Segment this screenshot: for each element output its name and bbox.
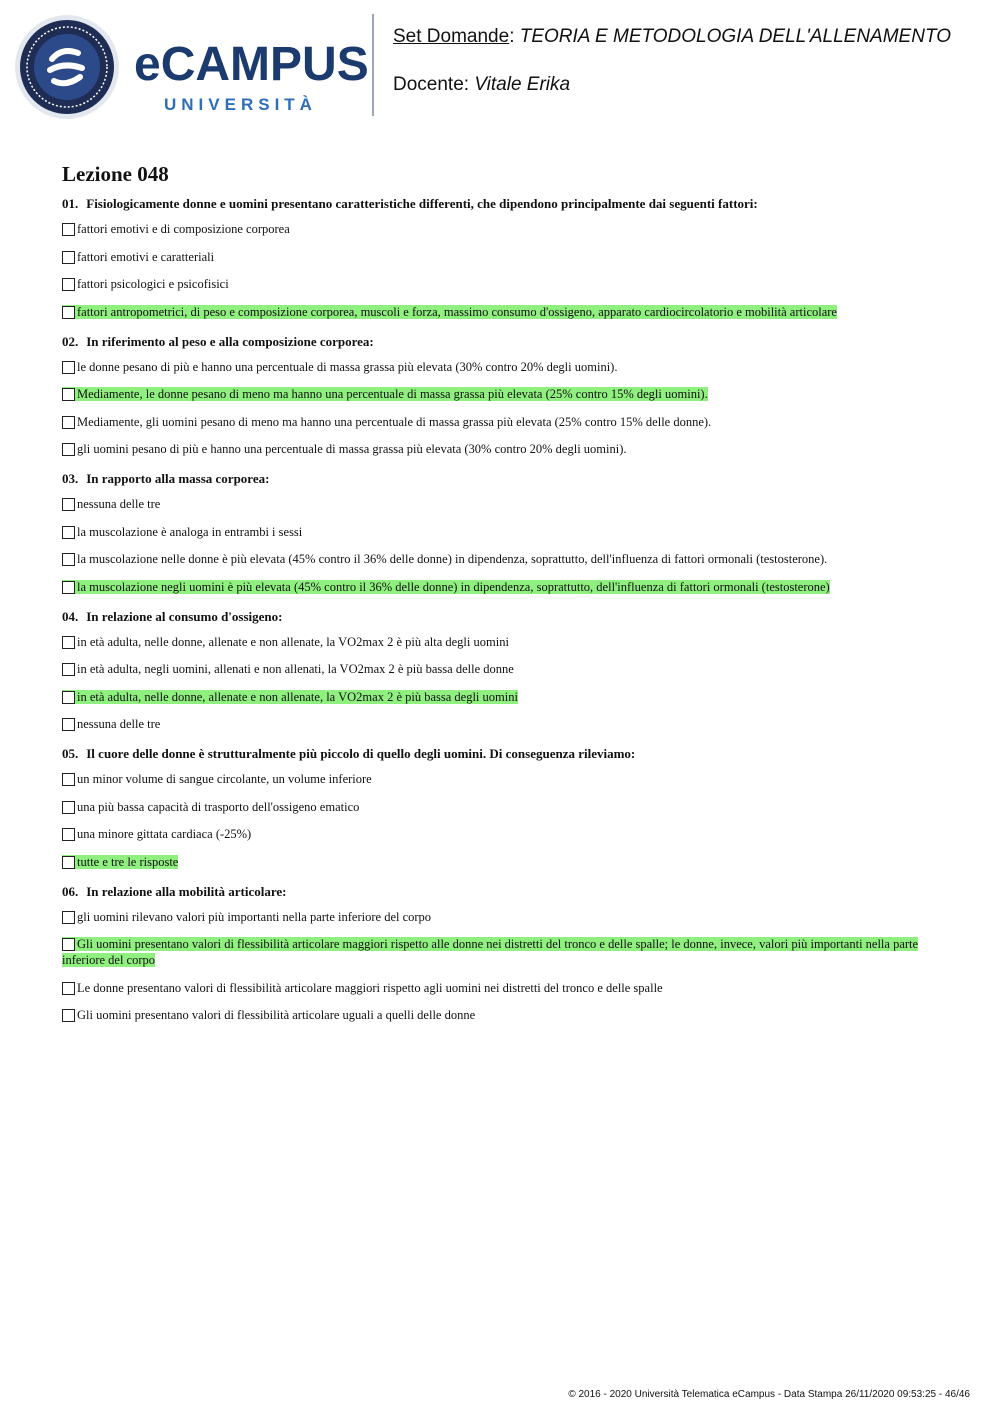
answer-option <box>62 661 942 677</box>
answer-checkbox[interactable] <box>62 553 75 566</box>
answer-option-correct <box>62 304 942 320</box>
question-block <box>62 746 942 870</box>
highlighted-answer <box>62 690 518 704</box>
answer-content <box>62 222 290 236</box>
answer-checkbox[interactable] <box>62 223 75 236</box>
answer-text: Mediamente, le donne pesano di meno ma hanno una percentuale di massa grassa più elevata (25% contro 15% degli uomini). <box>77 387 708 401</box>
answer-checkbox[interactable] <box>62 718 75 731</box>
answer-text: in età adulta, negli uomini, allenati e non allenati, la VO2max 2 è più bassa delle donne <box>77 662 514 676</box>
answer-option-correct <box>62 386 942 402</box>
answer-text: la muscolazione nelle donne è più elevata (45% contro il 36% delle donne) in dipendenza, soprattutto, dell'influenza di fattori ormonali (testosterone). <box>77 552 828 566</box>
answer-option <box>62 414 942 430</box>
answer-text: fattori emotivi e di composizione corporea <box>77 222 290 236</box>
highlighted-answer <box>62 305 837 319</box>
answer-checkbox[interactable] <box>62 581 75 594</box>
answer-checkbox[interactable] <box>62 416 75 429</box>
answer-content <box>62 827 251 841</box>
page-header <box>0 0 1000 130</box>
answer-text: Mediamente, gli uomini pesano di meno ma hanno una percentuale di massa grassa più elevata (25% contro 15% delle donne). <box>77 414 712 429</box>
question-number: 05. <box>62 746 79 761</box>
answer-checkbox[interactable] <box>62 938 75 951</box>
set-domande-value: TEORIA E METODOLOGIA DELL'ALLENAMENTO <box>519 26 951 47</box>
answer-checkbox[interactable] <box>62 443 75 456</box>
answer-option <box>62 496 942 512</box>
answer-content <box>62 717 160 731</box>
answer-checkbox[interactable] <box>62 982 75 995</box>
set-domande-line: Set Domande: TEORIA E METODOLOGIA DELL'ALLENAMENTO <box>393 26 951 47</box>
highlighted-answer <box>62 937 918 967</box>
answer-text: nessuna delle tre <box>77 717 161 731</box>
answer-content <box>62 525 302 539</box>
answer-text: una minore gittata cardiaca (-25%) <box>77 827 252 841</box>
answer-content <box>62 1008 475 1022</box>
question-text <box>62 609 942 625</box>
ecampus-logo <box>14 14 374 120</box>
answer-option <box>62 909 942 925</box>
answer-content <box>62 442 627 456</box>
question-number: 06. <box>62 883 79 899</box>
question-text <box>62 884 942 900</box>
answer-text: nessuna delle tre <box>77 497 161 511</box>
answer-content <box>62 360 617 374</box>
answer-text: Gli uomini presentano valori di flessibilità articolare uguali a quelli delle donne <box>77 1008 476 1022</box>
answer-checkbox[interactable] <box>62 801 75 814</box>
answer-text: fattori emotivi e caratteriali <box>77 249 215 264</box>
question-text <box>62 334 942 350</box>
answer-checkbox[interactable] <box>62 526 75 539</box>
answer-option <box>62 524 942 540</box>
docente-line <box>393 74 570 96</box>
answer-option <box>62 634 942 650</box>
answer-content <box>62 635 509 649</box>
answer-option <box>62 359 942 375</box>
question-label: Fisiologicamente donne e uomini presentano caratteristiche differenti, che dipendono principalmente dai seguenti fattori: <box>86 196 758 211</box>
answer-checkbox[interactable] <box>62 278 75 291</box>
answer-checkbox[interactable] <box>62 306 75 319</box>
question-label: In relazione alla mobilità articolare: <box>86 883 287 899</box>
answer-text: un minor volume di sangue circolante, un volume inferiore <box>77 772 372 786</box>
question-block <box>62 471 942 595</box>
answer-checkbox[interactable] <box>62 856 75 869</box>
answer-content <box>62 800 359 814</box>
highlighted-answer <box>62 387 708 401</box>
answer-checkbox[interactable] <box>62 388 75 401</box>
lesson-title: Lezione 048 <box>62 162 169 186</box>
answer-text: fattori psicologici e psicofisici <box>77 277 229 291</box>
page-footer: © 2016 - 2020 Università Telematica eCampus - Data Stampa 26/11/2020 09:53:25 - 46/46 <box>568 1389 970 1400</box>
docente-label: Docente: <box>393 74 470 95</box>
question-number: 04. <box>62 608 79 624</box>
answer-content <box>62 981 663 995</box>
set-domande-label: Set Domande <box>393 26 510 47</box>
answer-option-correct <box>62 854 942 870</box>
answer-checkbox[interactable] <box>62 663 75 676</box>
answer-text: Le donne presentano valori di flessibilità articolare maggiori rispetto agli uomini nei distretti del tronco e delle spalle <box>77 980 663 995</box>
question-number: 02. <box>62 333 79 349</box>
answer-text: Gli uomini presentano valori di flessibilità articolare maggiori rispetto alle donne nei distretti del tronco e delle spalle; le donne, invece, valori più importanti nella parte inferiore del corpo <box>62 937 919 967</box>
highlighted-answer <box>62 855 178 869</box>
question-text <box>62 196 942 212</box>
answer-option <box>62 771 942 787</box>
answer-checkbox[interactable] <box>62 828 75 841</box>
answer-option <box>62 826 942 842</box>
answer-text: fattori antropometrici, di peso e composizione corporea, muscoli e forza, massimo consumo d'ossigeno, apparato cardiocircolatorio e mobilità articolare <box>77 304 837 319</box>
question-label: In riferimento al peso e alla composizione corporea: <box>86 333 374 349</box>
logo-subtext: UNIVERSITÀ <box>164 95 317 114</box>
answer-option <box>62 716 942 732</box>
answer-option <box>62 249 942 265</box>
answer-content <box>62 552 827 566</box>
answer-checkbox[interactable] <box>62 1009 75 1022</box>
answer-checkbox[interactable] <box>62 251 75 264</box>
logo-wordmark: eCAMPUS <box>134 38 369 91</box>
answer-checkbox[interactable] <box>62 498 75 511</box>
answer-option <box>62 980 942 996</box>
answer-option <box>62 799 942 815</box>
answer-text: gli uomini rilevano valori più importanti nella parte inferiore del corpo <box>77 909 432 924</box>
header-divider <box>372 14 374 116</box>
answer-option-correct <box>62 689 942 705</box>
answer-checkbox[interactable] <box>62 911 75 924</box>
question-block <box>62 609 942 733</box>
answer-content <box>62 772 372 786</box>
answer-option <box>62 551 942 567</box>
answer-option-correct <box>62 936 942 968</box>
question-label: Il cuore delle donne è strutturalmente più piccolo di quello degli uomini. Di conseguenza rileviamo: <box>86 746 636 761</box>
answer-option-correct <box>62 579 942 595</box>
answer-content <box>62 497 160 511</box>
question-text <box>62 471 942 487</box>
answer-text: tutte e tre le risposte <box>77 854 179 869</box>
answer-content <box>62 250 214 264</box>
answer-content <box>62 415 711 429</box>
answer-checkbox[interactable] <box>62 636 75 649</box>
question-text <box>62 746 942 762</box>
question-label: In rapporto alla massa corporea: <box>86 471 270 486</box>
answer-content <box>62 910 431 924</box>
answer-option <box>62 441 942 457</box>
question-list <box>62 196 942 1037</box>
answer-text: una più bassa capacità di trasporto dell'ossigeno ematico <box>77 799 360 814</box>
answer-content <box>62 662 514 676</box>
answer-checkbox[interactable] <box>62 361 75 374</box>
answer-content <box>62 277 229 291</box>
answer-text: la muscolazione negli uomini è più elevata (45% contro il 36% delle donne) in dipendenza, soprattutto, dell'influenza di fattori ormonali (testosterone) <box>77 579 830 594</box>
answer-checkbox[interactable] <box>62 773 75 786</box>
answer-text: gli uomini pesano di più e hanno una percentuale di massa grassa più elevata (30% contro 20% degli uomini). <box>77 442 627 456</box>
answer-option <box>62 1007 942 1023</box>
docente-value: Vitale Erika <box>474 74 571 95</box>
answer-text: in età adulta, nelle donne, allenate e non allenate, la VO2max 2 è più bassa degli uomini <box>77 689 518 704</box>
answer-text: in età adulta, nelle donne, allenate e non allenate, la VO2max 2 è più alta degli uomini <box>77 634 509 649</box>
answer-option <box>62 276 942 292</box>
answer-text: le donne pesano di più e hanno una percentuale di massa grassa più elevata (30% contro 20% degli uomini). <box>77 359 618 374</box>
question-number: 03. <box>62 471 79 486</box>
answer-option <box>62 221 942 237</box>
question-block <box>62 334 942 458</box>
question-block <box>62 884 942 1024</box>
answer-text: la muscolazione è analoga in entrambi i sessi <box>77 524 303 539</box>
question-number: 01. <box>62 196 79 211</box>
question-label: In relazione al consumo d'ossigeno: <box>86 608 283 624</box>
highlighted-answer <box>62 580 830 594</box>
answer-checkbox[interactable] <box>62 691 75 704</box>
question-block <box>62 196 942 320</box>
